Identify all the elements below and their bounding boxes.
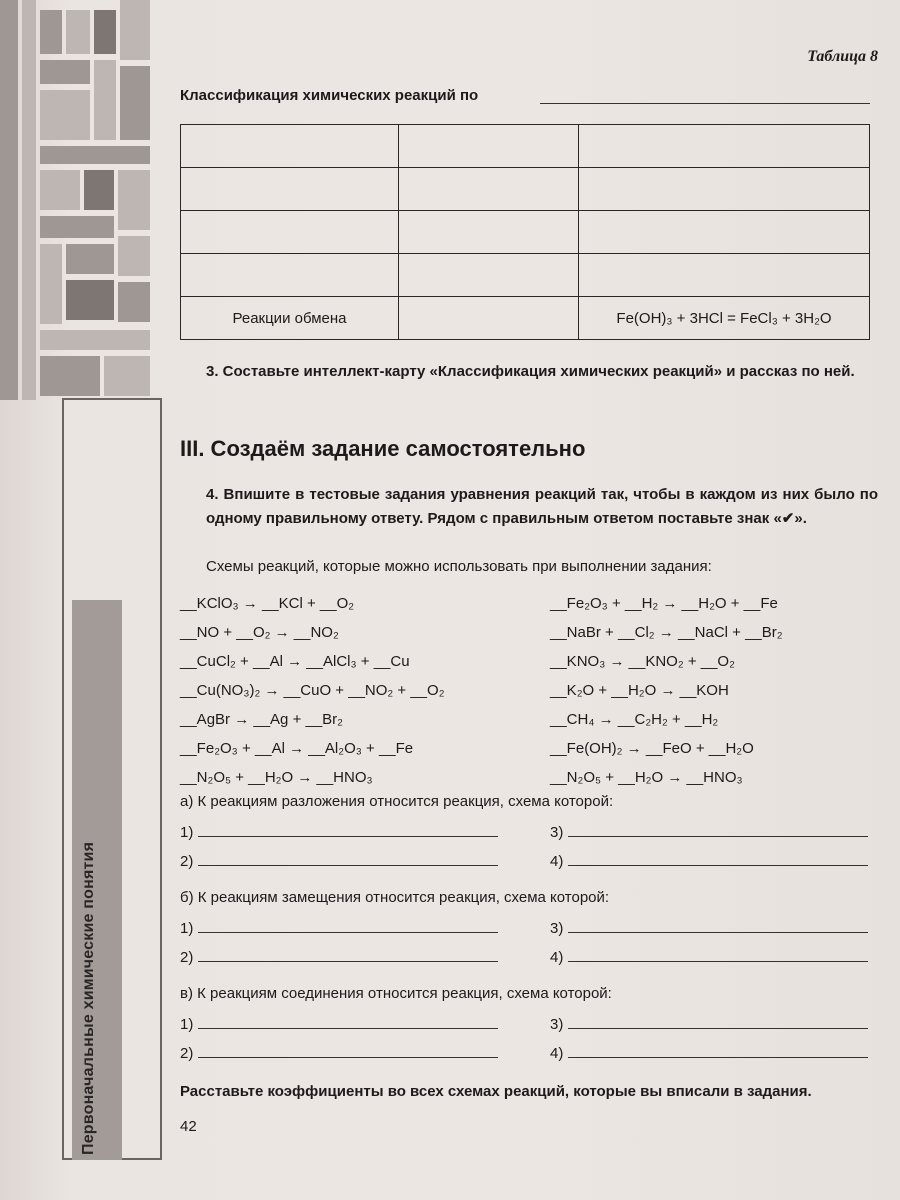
question-3: в) К реакциям соединения относится реакция, схема которой:: [180, 985, 612, 1002]
classification-table: [180, 124, 870, 340]
answer-blank-line[interactable]: [198, 948, 498, 962]
decorative-tiles: [0, 0, 160, 400]
answer-blank-line[interactable]: [568, 919, 868, 933]
answer-number: 1): [180, 1016, 198, 1033]
table-cell: [181, 211, 399, 254]
scheme-left-7: __N₂O₅ + __H₂O → __HNO₃: [180, 769, 373, 786]
sidebar-title: Первоначальные химические понятия: [80, 841, 97, 1155]
answer-number: 3): [550, 920, 568, 937]
scheme-right-7: __N₂O₅ + __H₂O → __HNO₃: [550, 769, 743, 786]
answer-slot[interactable]: [550, 852, 868, 870]
table-cell: [181, 168, 399, 211]
table-row: [181, 254, 870, 297]
task-3-text: 3. Составьте интеллект-карту «Классификация химических реакций» и рассказ по ней.: [206, 363, 855, 380]
scheme-right-3: __KNO₃ → __KNO₂ + __O₂: [550, 653, 735, 670]
answer-number: 4): [550, 1045, 568, 1062]
answer-slot[interactable]: [550, 1044, 868, 1062]
table-cell: [579, 125, 870, 168]
answer-slot[interactable]: [180, 948, 498, 966]
answer-blank-line[interactable]: [198, 823, 498, 837]
answer-slot[interactable]: [550, 1015, 868, 1033]
answer-slot[interactable]: [550, 919, 868, 937]
scheme-right-6: __Fe(OH)₂ → __FeO + __H₂O: [550, 740, 754, 757]
answer-number: 2): [180, 1045, 198, 1062]
table-cell: [399, 297, 579, 340]
classification-title: Классификация химических реакций по: [180, 87, 479, 104]
answer-blank-line[interactable]: [198, 1044, 498, 1058]
schemes-label: Схемы реакций, которые можно использовать при выполнении задания:: [206, 558, 712, 575]
answer-blank-line[interactable]: [198, 1015, 498, 1029]
table-cell: [579, 211, 870, 254]
table-cell: [181, 254, 399, 297]
answer-blank-line[interactable]: [198, 919, 498, 933]
answer-blank-line[interactable]: [198, 852, 498, 866]
classification-blank-line: [540, 103, 870, 104]
table-cell: Реакции обмена: [181, 297, 399, 340]
section-title: III. Создаём задание самостоятельно: [180, 436, 586, 461]
table-cell: [579, 168, 870, 211]
table-row: [181, 125, 870, 168]
answer-slot[interactable]: [180, 1015, 498, 1033]
answer-number: 4): [550, 949, 568, 966]
scheme-right-4: __K₂O + __H₂O → __KOH: [550, 682, 729, 699]
scheme-left-3: __CuCl₂ + __Al → __AlCl₃ + __Cu: [180, 653, 410, 670]
answer-number: 2): [180, 949, 198, 966]
answer-blank-line[interactable]: [568, 948, 868, 962]
answer-number: 3): [550, 1016, 568, 1033]
scheme-right-2: __NaBr + __Cl₂ → __NaCl + __Br₂: [550, 624, 783, 641]
answer-slot[interactable]: [550, 823, 868, 841]
page-number: 42: [180, 1118, 197, 1135]
table-row: [181, 211, 870, 254]
answer-number: 4): [550, 853, 568, 870]
table-row: [181, 168, 870, 211]
table-cell: [399, 254, 579, 297]
answer-blank-line[interactable]: [568, 823, 868, 837]
table-row: [181, 297, 870, 340]
task-4-text: 4. Впишите в тестовые задания уравнения реакций так, чтобы в каждом из них было по одному правильному ответу. Рядом с правильным ответом поставьте знак «✔».: [206, 486, 878, 527]
scheme-left-5: __AgBr → __Ag + __Br₂: [180, 711, 344, 728]
answer-slot[interactable]: [180, 1044, 498, 1062]
table-label: Таблица 8: [807, 48, 878, 65]
table-cell: [399, 168, 579, 211]
question-1: а) К реакциям разложения относится реакция, схема которой:: [180, 793, 614, 810]
answer-blank-line[interactable]: [568, 1044, 868, 1058]
answer-number: 1): [180, 920, 198, 937]
answer-slot[interactable]: [180, 852, 498, 870]
table-cell: [181, 125, 399, 168]
scheme-right-1: __Fe₂O₃ + __H₂ → __H₂O + __Fe: [550, 595, 778, 612]
answer-slot[interactable]: [550, 948, 868, 966]
answer-slot[interactable]: [180, 823, 498, 841]
table-cell: [579, 254, 870, 297]
answer-number: 3): [550, 824, 568, 841]
answer-number: 2): [180, 853, 198, 870]
table-cell: [399, 125, 579, 168]
answer-slot[interactable]: [180, 919, 498, 937]
answer-blank-line[interactable]: [568, 852, 868, 866]
answer-blank-line[interactable]: [568, 1015, 868, 1029]
scheme-left-6: __Fe₂O₃ + __Al → __Al₂O₃ + __Fe: [180, 740, 414, 757]
answer-number: 1): [180, 824, 198, 841]
table-cell: [399, 211, 579, 254]
question-2: б) К реакциям замещения относится реакция, схема которой:: [180, 889, 610, 906]
scheme-left-4: __Cu(NO₃)₂ → __CuO + __NO₂ + __O₂: [180, 682, 445, 699]
scheme-left-1: __KClO₃ → __KCl + __O₂: [180, 595, 355, 612]
scheme-left-2: __NO + __O₂ → __NO₂: [180, 624, 339, 641]
final-instruction: Расставьте коэффициенты во всех схемах реакций, которые вы вписали в задания.: [180, 1083, 812, 1100]
table-cell: Fe(OH)₃ + 3HCl = FeCl₃ + 3H₂O: [579, 297, 870, 340]
scheme-right-5: __CH₄ → __C₂H₂ + __H₂: [550, 711, 719, 728]
